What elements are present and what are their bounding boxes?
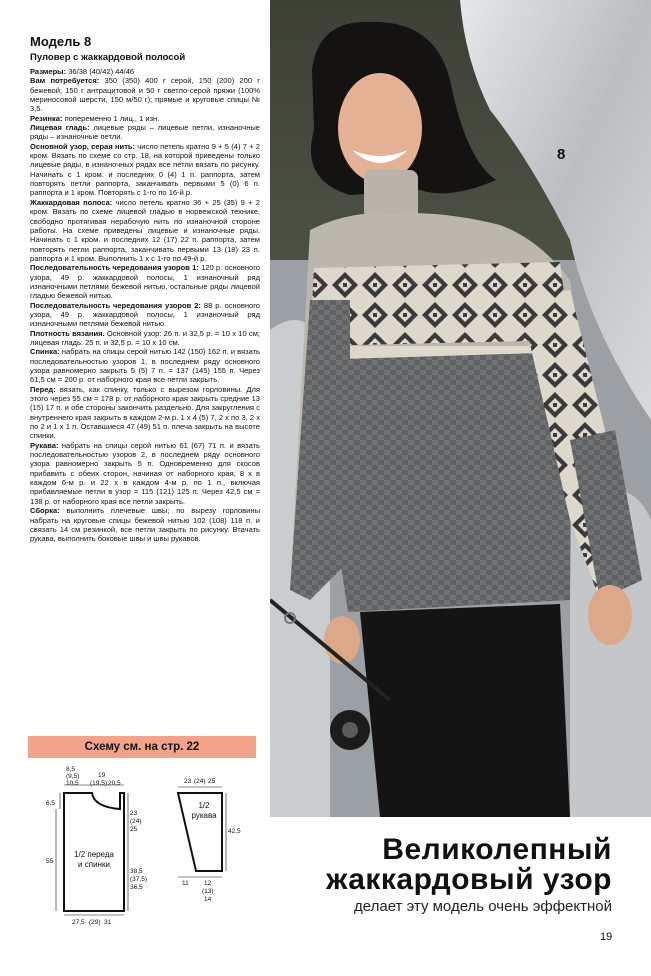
- front-armhole-2: (24): [130, 818, 142, 825]
- front-top-shoulder-3: 20,5: [108, 780, 121, 787]
- sleeve-bottom-3: 14: [204, 896, 212, 903]
- page-number: 19: [600, 931, 613, 943]
- sleeve-bottom-1: 12: [204, 880, 212, 887]
- section-assembly: Сборка: выполнить плечевые швы; по вырезу горловины набрать на круговые спицы бежевой нитью 102 (108) 118 п. и связать 14 см резинкой, все петли закрыть по рисунку. Втачать рукава, выполнить боковые швы и швы рукавов.: [30, 506, 260, 544]
- front-neck-depth: 6,5: [46, 800, 56, 807]
- sleeve-label-1: 1/2: [198, 801, 210, 810]
- sleeve-top-2: (24): [194, 778, 206, 785]
- section-back: Спинка: набрать на спицы серой нитью 142 (150) 162 п. и вязать последовательностью узоров 1, в последнем ряду основного узора равномерно закрыть 5 (5) 7 п. = 137 (145) 155 п. Через 61,5 см = 200 р. от наборного края все петли закрыть.: [30, 347, 260, 385]
- sleeve-top-1: 23: [184, 778, 192, 785]
- instructions-column: [30, 34, 260, 544]
- section-sequence-2: Последовательность чередования узоров 2: 88 р. основного узора, 49 р. жаккардовой полосы, 1 изнаночный ряд изнаночными петлями бежевой нитью.: [30, 300, 260, 329]
- front-width-2: (29): [89, 919, 101, 926]
- section-materials: Вам потребуется: 350 (350) 400 г серой, 150 (200) 200 г бежевой, 150 г антрацитовой и 50 г светло-серой пряжи (100% мериносовой шерсти, 150 м/50 г); прямые и круговые спицы № 3,5.: [30, 76, 260, 114]
- headline-tagline: делает эту модель очень эффектной: [354, 898, 612, 915]
- model-title: Модель 8: [30, 34, 92, 49]
- front-label-1: 1/2 переда: [74, 850, 114, 859]
- front-top-neck-3: 10,5: [66, 780, 79, 787]
- front-total-height: 55: [46, 858, 54, 865]
- section-sleeves: Рукава: набрать на спицы серой нитью 61 (67) 71 п. и вязать последовательностью узоров 2, в последнем ряду основного узора равномерно закрыть 5 п. Одновременно для скосов прибавить с обеих сторон, начиная от наборного края, 8 х в каждом 6-м р. и 22 х в каждом 4-м р. по 1 п., включая прибавляемые петли в узор = 115 (121) 125 п. Через 42,5 см = 138 р. от наборного края все петли закрыть.: [30, 440, 260, 506]
- section-sizes: Размеры: 36/38 (40/42) 44/46: [30, 67, 135, 76]
- scheme-reference-banner: Схему см. на стр. 22: [28, 736, 256, 758]
- front-armhole-3: 25: [130, 826, 138, 833]
- front-armhole-1: 23: [130, 810, 138, 817]
- front-width-3: 31: [104, 919, 112, 926]
- section-gauge: Плотность вязания. Основной узор: 26 п. и 32,5 р. = 10 х 10 см; лицевая гладь: 25 п. и 32,5 р. = 10 х 10 см.: [30, 328, 260, 347]
- front-side-2: (37,5): [130, 876, 147, 883]
- model-photo: [270, 0, 651, 817]
- section-front: Перед: вязать, как спинку, только с вырезом горловины. Для этого через 55 см = 178 р. от наборного края закрыть средние 13 (15) 17 п. и обе стороны закончить раздельно. Для закругления с внутреннего края закрыть в каждом 2-м р. 1 х 4 (5) 7, 2 х по 3, 2 х по 2 и 1 х 1 п. Оставшиеся 47 (49) 51 п. плеча закрыть на высоте спинки.: [30, 384, 260, 441]
- section-stockinette: Лицевая гладь: лицевые ряды – лицевые петли, изнаночные ряды – изнаночные петли.: [30, 123, 260, 142]
- front-back-diagram: [46, 766, 147, 926]
- sleeve-bottom-2: (13): [202, 888, 214, 895]
- section-sequence-1: Последовательность чередования узоров 1: 120 р. основного узора, 49 р. жаккардовой полосы, 1 изнаночный ряд изнаночными петлями бежевой нитью, остальные ряды лицевой гладью бежевой нитью.: [30, 263, 260, 301]
- sleeve-top-3: 25: [208, 778, 216, 785]
- front-top-neck-2: (9,5): [66, 773, 80, 780]
- headline-line-1: Великолепный: [382, 833, 612, 866]
- pattern-subtitle: Пуловер с жаккардовой полосой: [30, 52, 186, 63]
- headline-line-2: жаккардовый узор: [326, 863, 612, 896]
- section-main-pattern: Основной узор, серая нить: число петель кратно 9 + 5 (4) 7 + 2 кром. Вязать по схеме со стр. 18, на которой приведены только лицевые ряды, в изнаночных рядах все петли вязать по рисунку. Начинать с 1 кром. и последних 0 (4) 1 п. раппорта, затем повторять петли раппорта, заканчивать первыми 5 (0) 6 п. раппорта и 1 кром. Повторять с 1-го по 16-й р.: [30, 141, 260, 198]
- model-number-label: 8: [557, 146, 566, 163]
- sleeve-height: 42,5: [228, 828, 241, 835]
- sleeve-diagram: [178, 778, 241, 903]
- section-jacquard-band: Жаккардовая полоса: число петель кратно 36 + 25 (35) 9 + 2 кром. Вязать по схеме лицевой гладью в норвежской технике, свободно протягивая нерабочую нить по изнаночной стороне работы. На схеме приведены лицевые и изнаночные ряды. Начинать с 1 кром. и последних 12 (17) 22 п. раппорта, затем повторять петли раппорта, заканчивать первыми 13 (18) 23 п. раппорта и 1 кром. Выполнить 1 х с 1-го по 49-й р.: [30, 197, 260, 263]
- sleeve-label-2: рукава: [191, 811, 217, 820]
- pattern-diagrams: [28, 763, 268, 933]
- front-side-1: 38,5: [130, 868, 143, 875]
- front-width-1: 27,5: [72, 919, 85, 926]
- instructions-sections: [30, 67, 260, 544]
- front-side-3: 36,5: [130, 884, 143, 891]
- front-label-2: и спинки: [78, 860, 110, 869]
- sleeve-bottom-left: 11: [182, 880, 189, 887]
- front-top-shoulder-1: 19: [98, 772, 106, 779]
- section-rib: Резинка: попеременно 1 лиц., 1 изн.: [30, 113, 160, 123]
- front-top-neck-1: 8,5: [66, 766, 76, 773]
- front-top-shoulder-2: (19,5): [90, 780, 107, 787]
